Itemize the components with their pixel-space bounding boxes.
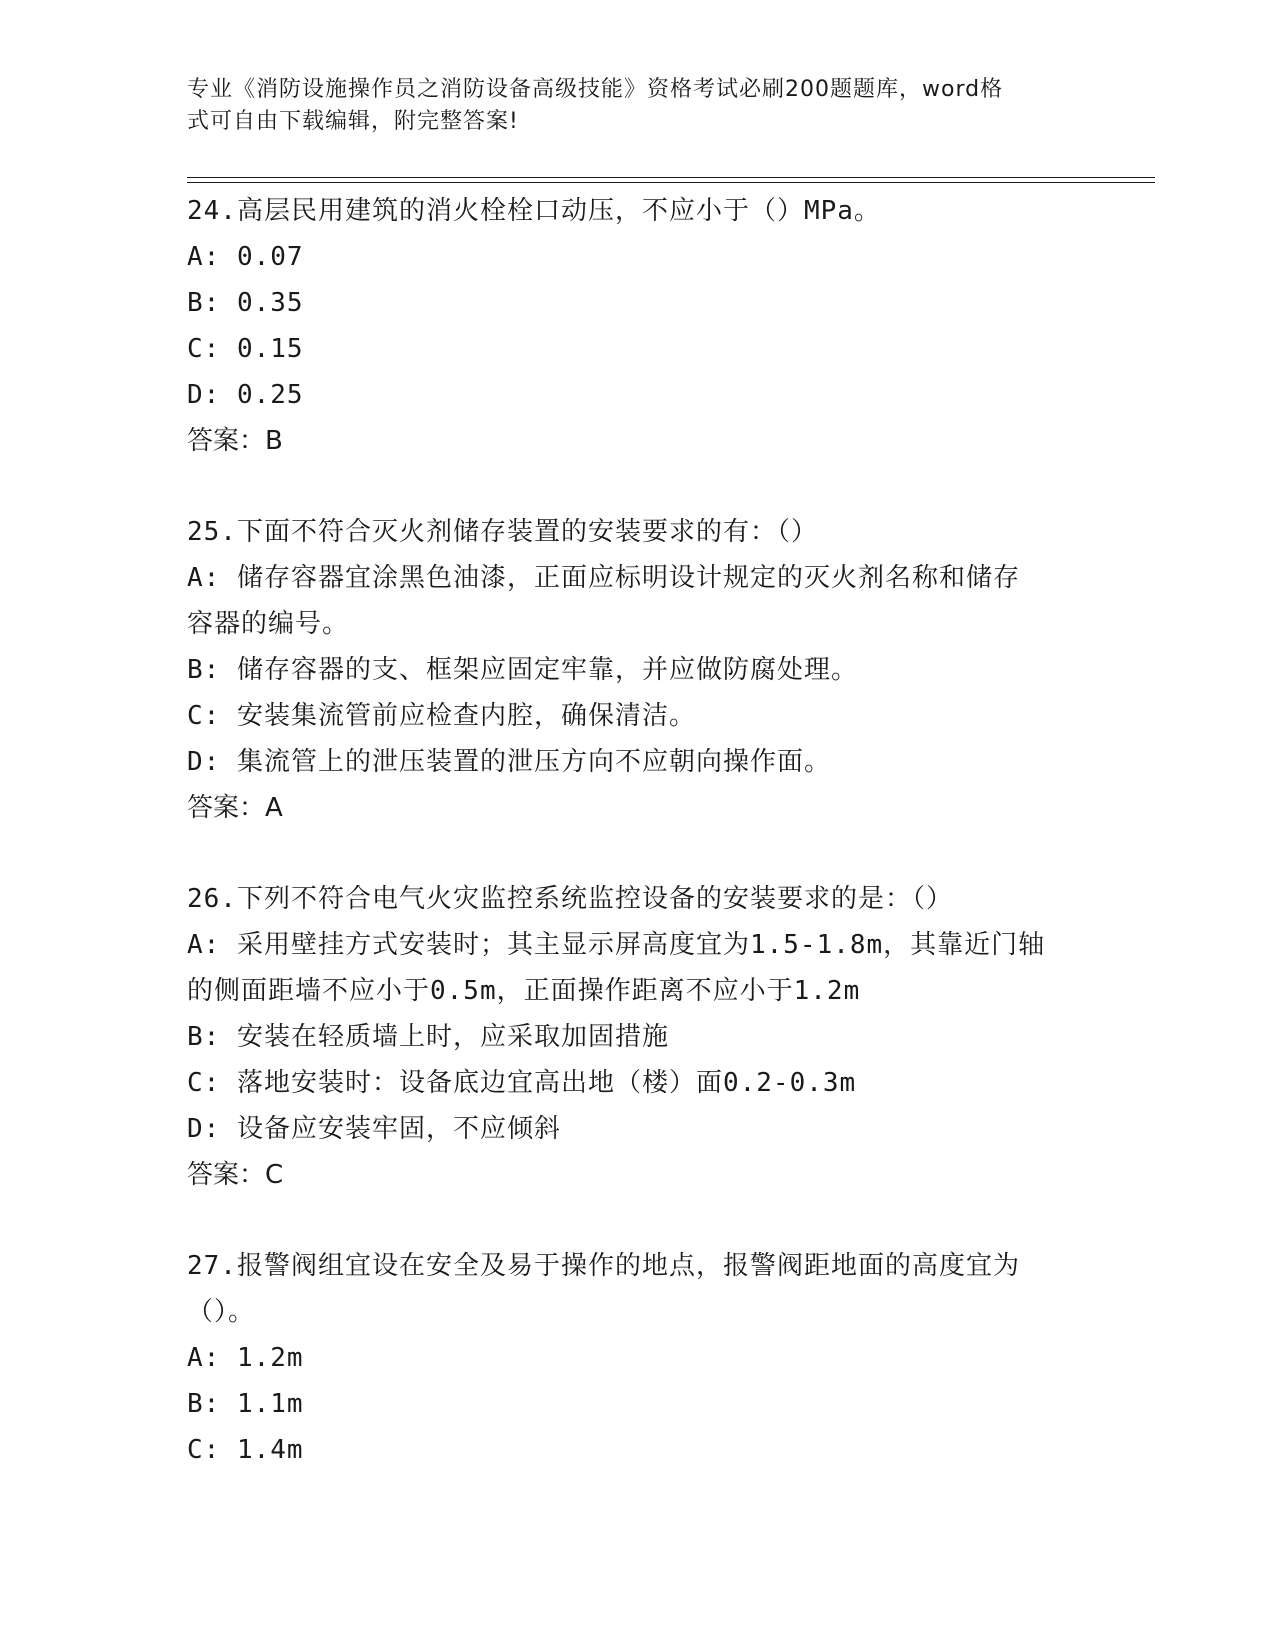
option-text: D: 设备应安装牢固，不应倾斜	[187, 1114, 561, 1144]
question-list	[187, 188, 1087, 1473]
option-text: B: 储存容器的支、框架应固定牢靠，并应做防腐处理。	[187, 655, 858, 685]
option-text: C: 1.4m	[187, 1435, 304, 1465]
option-text: B: 1.1m	[187, 1389, 304, 1419]
header-line-1: 专业《消防设施操作员之消防设备高级技能》资格考试必刷200题题库，word格	[187, 77, 1004, 102]
option-text: B: 0.35	[187, 288, 304, 318]
header-line-2: 式可自由下载编辑，附完整答案!	[187, 109, 519, 134]
option-text: A: 0.07	[187, 242, 304, 272]
question-text: （）。	[187, 1297, 256, 1327]
answer-text: 答案：B	[187, 426, 283, 456]
question-text: 27.报警阀组宜设在安全及易于操作的地点，报警阀距地面的高度宜为	[187, 1251, 1020, 1281]
question-spacer	[187, 464, 1087, 509]
question-text: 24.高层民用建筑的消火栓栓口动压，不应小于（）MPa。	[187, 196, 881, 226]
option-text: C: 安装集流管前应检查内腔，确保清洁。	[187, 701, 696, 731]
question-text: 26.下列不符合电气火灾监控系统监控设备的安装要求的是：（）	[187, 884, 953, 914]
option-text: A: 1.2m	[187, 1343, 304, 1373]
answer-text: 答案：A	[187, 793, 283, 823]
answer-text: 答案：C	[187, 1160, 284, 1190]
question-block	[187, 509, 1087, 831]
question-text: 25.下面不符合灭火剂储存装置的安装要求的有：（）	[187, 517, 818, 547]
option-text: B: 安装在轻质墙上时，应采取加固措施	[187, 1022, 669, 1052]
option-text: A: 储存容器宜涂黑色油漆，正面应标明设计规定的灭火剂名称和储存	[187, 563, 1020, 593]
option-text: C: 0.15	[187, 334, 304, 364]
document-header	[187, 74, 1067, 138]
question-block	[187, 876, 1087, 1198]
option-text: 的侧面距墙不应小于0.5m，正面操作距离不应小于1.2m	[187, 976, 861, 1006]
question-block	[187, 188, 1087, 464]
option-text: D: 0.25	[187, 380, 304, 410]
option-text: C: 落地安装时：设备底边宜高出地（楼）面0.2-0.3m	[187, 1068, 857, 1098]
header-divider-top	[187, 177, 1155, 178]
option-text: D: 集流管上的泄压装置的泄压方向不应朝向操作面。	[187, 747, 831, 777]
option-text: 容器的编号。	[187, 609, 350, 639]
question-block	[187, 1243, 1087, 1473]
option-text: A: 采用壁挂方式安装时；其主显示屏高度宜为1.5-1.8m，其靠近门轴	[187, 930, 1046, 960]
header-divider-bottom	[187, 182, 1155, 183]
question-spacer	[187, 1198, 1087, 1243]
question-spacer	[187, 831, 1087, 876]
